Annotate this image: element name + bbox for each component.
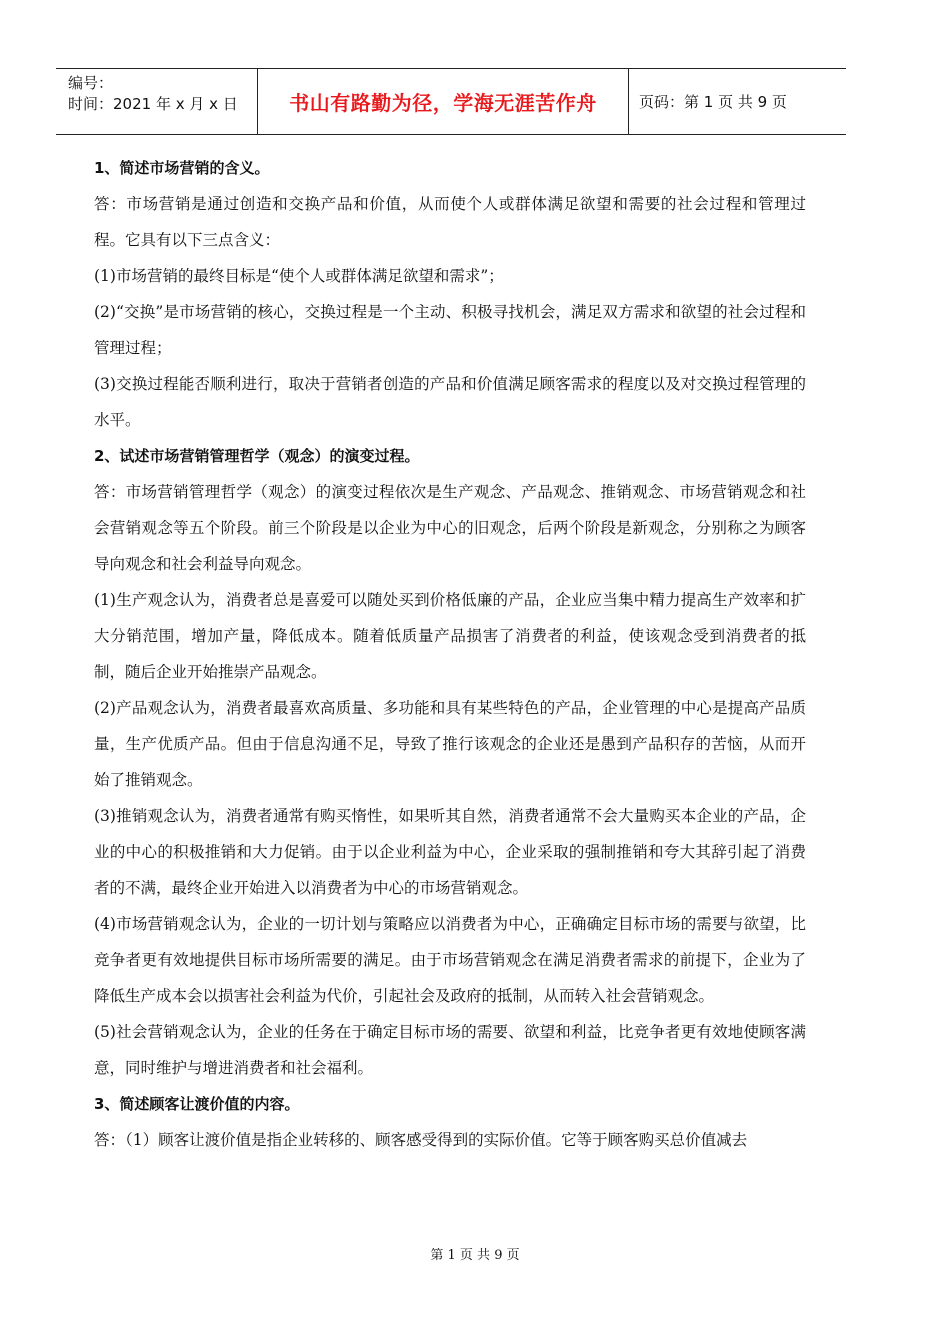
header-motto-cell [258,69,629,134]
page-footer: 第 1 页 共 9 页 [430,1248,520,1263]
header-motto: 书山有路勤为径，学海无涯苦作舟 [289,91,597,115]
answer-paragraph: (1)市场营销的最终目标是“使个人或群体满足欲望和需求”； [94,267,504,285]
header-page-cell [629,69,846,134]
question-2-title: 2、试述市场营销管理哲学（观念）的演变过程。 [94,447,420,465]
answer-paragraph: (2)“交换”是市场营销的核心，交换过程是一个主动、积极寻找机会，满足双方需求和欲望的社会过程和管理过程； [94,303,806,357]
header-page-info: 页码：第 1 页 共 9 页 [639,93,787,111]
question-3-title: 3、简述顾客让渡价值的内容。 [94,1095,300,1113]
answer-paragraph: (3)交换过程能否顺利进行，取决于营销者创造的产品和价值满足顾客需求的程度以及对交换过程管理的水平。 [94,375,806,429]
document-time-label: 时间：2021 年 x 月 x 日 [68,95,238,113]
answer-paragraph: (5)社会营销观念认为，企业的任务在于确定目标市场的需要、欲望和利益，比竞争者更有效地使顾客满意，同时维护与增进消费者和社会福利。 [94,1023,806,1077]
header-table [56,68,846,135]
answer-paragraph: (1)生产观念认为，消费者总是喜爱可以随处买到价格低廉的产品，企业应当集中精力提高生产效率和扩大分销范围，增加产量，降低成本。随着低质量产品损害了消费者的利益，使该观念受到消费者的抵制，随后企业开始推崇产品观念。 [94,591,806,681]
answer-paragraph: 答：市场营销是通过创造和交换产品和价值，从而使个人或群体满足欲望和需要的社会过程和管理过程。它具有以下三点含义： [94,195,806,249]
question-1-title: 1、简述市场营销的含义。 [94,159,270,177]
answer-paragraph: (2)产品观念认为，消费者最喜欢高质量、多功能和具有某些特色的产品，企业管理的中心是提高产品质量，生产优质产品。但由于信息沟通不足，导致了推行该观念的企业还是愚到产品积存的苦恼，从而开始了推销观念。 [94,699,806,789]
header-meta-cell [56,69,258,134]
answer-paragraph: (4)市场营销观念认为，企业的一切计划与策略应以消费者为中心，正确确定目标市场的需要与欲望，比竞争者更有效地提供目标市场所需要的满足。由于市场营销观念在满足消费者需求的前提下，企业为了降低生产成本会以损害社会利益为代价，引起社会及政府的抵制，从而转入社会营销观念。 [94,915,806,1005]
document-number-label: 编号： [68,74,114,92]
answer-paragraph: (3)推销观念认为，消费者通常有购买惰性，如果听其自然，消费者通常不会大量购买本企业的产品，企业的中心的积极推销和大力促销。由于以企业利益为中心，企业采取的强制推销和夸大其辞引起了消费者的不满，最终企业开始进入以消费者为中心的市场营销观念。 [94,807,806,897]
answer-paragraph: 答：（1）顾客让渡价值是指企业转移的、顾客感受得到的实际价值。它等于顾客购买总价值减去 [94,1131,748,1149]
answer-paragraph: 答：市场营销管理哲学（观念）的演变过程依次是生产观念、产品观念、推销观念、市场营销观念和社会营销观念等五个阶段。前三个阶段是以企业为中心的旧观念，后两个阶段是新观念，分别称之为顾客导向观念和社会利益导向观念。 [94,483,806,573]
document-body [94,150,806,1158]
